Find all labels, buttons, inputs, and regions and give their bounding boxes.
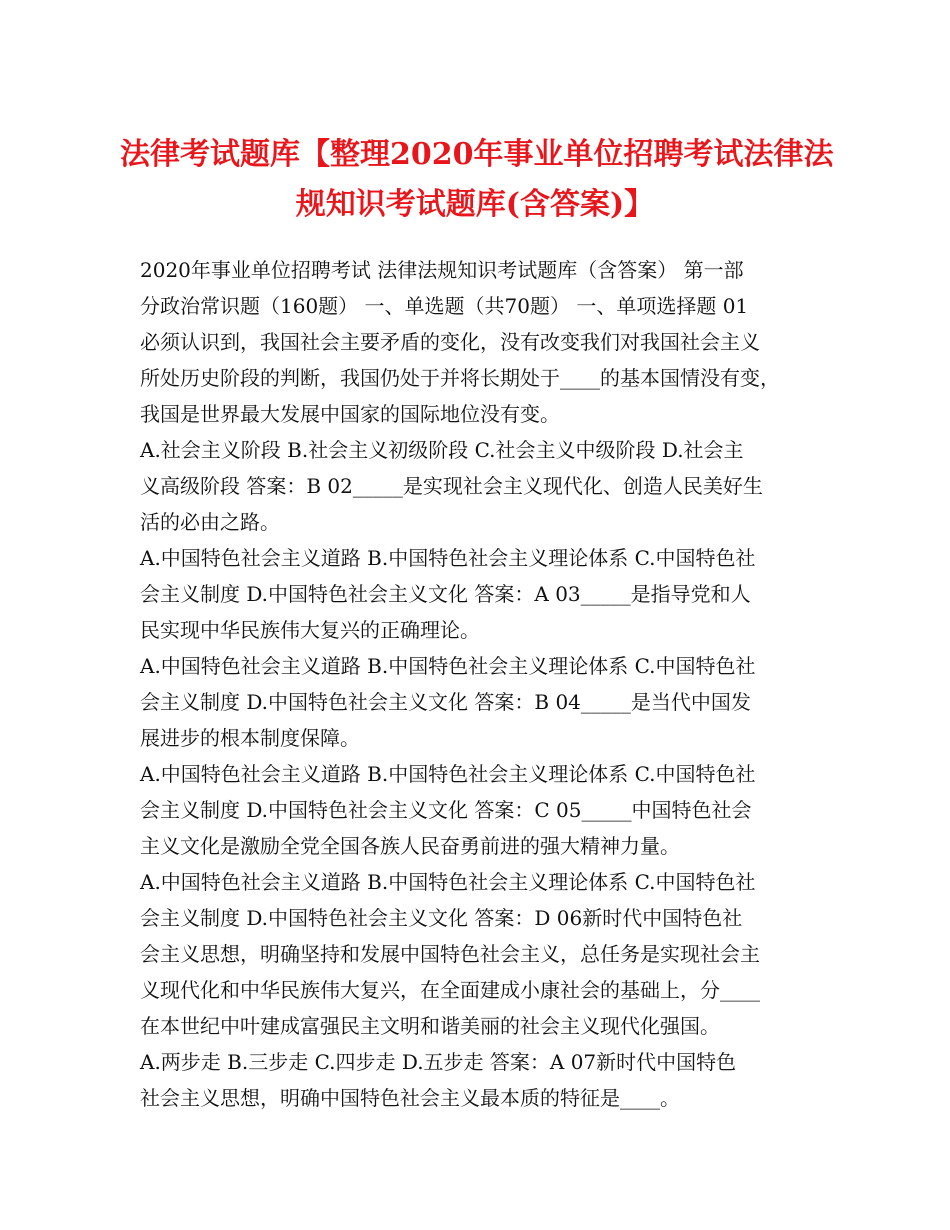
- body-line: A.中国特色社会主义道路 B.中国特色社会主义理论体系 C.中国特色社: [140, 546, 756, 570]
- body-line: A.两步走 B.三步走 C.四步走 D.五步走 答案：A 07新时代中国特色: [140, 1050, 737, 1074]
- body-line: 会主义思想，明确坚持和发展中国特色社会主义，总任务是实现社会主: [140, 942, 760, 966]
- body-line: A.中国特色社会主义道路 B.中国特色社会主义理论体系 C.中国特色社: [140, 762, 756, 786]
- body-line: 会主义制度 D.中国特色社会主义文化 答案：D 06新时代中国特色社: [140, 906, 743, 930]
- body-line: A.中国特色社会主义道路 B.中国特色社会主义理论体系 C.中国特色社: [140, 654, 756, 678]
- body-line: 义高级阶段 答案：B 02_____是实现社会主义现代化、创造人民美好生: [140, 474, 763, 498]
- body-line: 会主义制度 D.中国特色社会主义文化 答案：B 04_____是当代中国发: [140, 690, 751, 714]
- body-line: 义现代化和中华民族伟大复兴，在全面建成小康社会的基础上，分____: [140, 978, 760, 1002]
- body-line: 社会主义思想，明确中国特色社会主义最本质的特征是____。: [140, 1086, 680, 1110]
- body-line: 所处历史阶段的判断，我国仍处于并将长期处于____的基本国情没有变，: [140, 366, 780, 390]
- body-line: 必须认识到，我国社会主要矛盾的变化，没有改变我们对我国社会主义: [140, 330, 760, 354]
- body-line: 我国是世界最大发展中国家的国际地位没有变。: [140, 402, 560, 426]
- body-line: 活的必由之路。: [140, 510, 280, 534]
- body-line: 会主义制度 D.中国特色社会主义文化 答案：C 05_____中国特色社会: [140, 798, 752, 822]
- body-line: A.中国特色社会主义道路 B.中国特色社会主义理论体系 C.中国特色社: [140, 870, 756, 894]
- title-line-1: 法律考试题库【整理2020年事业单位招聘考试法律法: [120, 137, 834, 172]
- body-line: 展进步的根本制度保障。: [140, 726, 360, 750]
- body-line: 民实现中华民族伟大复兴的正确理论。: [140, 618, 480, 642]
- body-line: 会主义制度 D.中国特色社会主义文化 答案：A 03_____是指导党和人: [140, 582, 751, 606]
- document-title: [120, 130, 834, 230]
- body-line: A.社会主义阶段 B.社会主义初级阶段 C.社会主义中级阶段 D.社会主: [140, 438, 744, 462]
- body-line: 分政治常识题（160题） 一、单选题（共70题） 一、单项选择题 01: [140, 294, 749, 318]
- document-body: [140, 252, 830, 1116]
- body-line: 主义文化是激励全党全国各族人民奋勇前进的强大精神力量。: [140, 834, 680, 858]
- title-line-2: 规知识考试题库(含答案)】: [295, 187, 655, 222]
- body-line: 2020年事业单位招聘考试 法律法规知识考试题库（含答案） 第一部: [140, 258, 744, 282]
- body-line: 在本世纪中叶建成富强民主文明和谐美丽的社会主义现代化强国。: [140, 1014, 720, 1038]
